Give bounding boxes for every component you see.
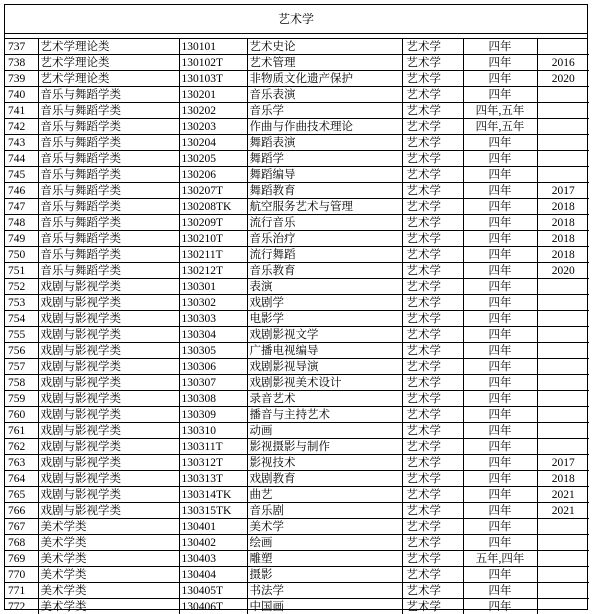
major-name-cell: 中国画 [247, 599, 402, 614]
discipline-class-cell: 音乐与舞蹈学类 [38, 103, 179, 119]
row-number-cell: 759 [5, 391, 38, 407]
year-added-cell: 2018 [537, 231, 589, 247]
table-row [5, 231, 589, 247]
study-duration-cell: 四年 [463, 71, 537, 87]
major-name-cell: 舞蹈编导 [247, 167, 402, 183]
major-code-cell: 130304 [179, 327, 247, 343]
row-number-cell: 767 [5, 519, 38, 535]
degree-type-cell: 艺术学 [402, 503, 463, 519]
row-number-cell: 747 [5, 199, 38, 215]
row-number-cell: 744 [5, 151, 38, 167]
discipline-class-cell: 音乐与舞蹈学类 [38, 87, 179, 103]
table-row [5, 471, 589, 487]
year-added-cell: 2021 [537, 503, 589, 519]
year-added-cell: 2017 [537, 183, 589, 199]
table-row [5, 423, 589, 439]
major-code-cell: 130303 [179, 311, 247, 327]
major-code-cell: 130402 [179, 535, 247, 551]
row-number-cell: 743 [5, 135, 38, 151]
degree-type-cell: 艺术学 [402, 247, 463, 263]
major-name-cell: 雕塑 [247, 551, 402, 567]
major-name-cell: 音乐学 [247, 103, 402, 119]
row-number-cell: 758 [5, 375, 38, 391]
degree-type-cell: 艺术学 [402, 87, 463, 103]
table-row [5, 583, 589, 599]
discipline-class-cell: 音乐与舞蹈学类 [38, 199, 179, 215]
row-number-cell: 763 [5, 455, 38, 471]
major-name-cell: 书法学 [247, 583, 402, 599]
row-number-cell: 765 [5, 487, 38, 503]
row-number-cell: 768 [5, 535, 38, 551]
study-duration-cell: 四年 [463, 471, 537, 487]
major-code-cell: 130103T [179, 71, 247, 87]
table-row [5, 359, 589, 375]
degree-type-cell: 艺术学 [402, 279, 463, 295]
table-row [5, 135, 589, 151]
major-code-cell: 130308 [179, 391, 247, 407]
major-name-cell: 播音与主持艺术 [247, 407, 402, 423]
discipline-class-cell: 美术学类 [38, 519, 179, 535]
major-code-cell: 130210T [179, 231, 247, 247]
table-row [5, 343, 589, 359]
major-code-cell: 130206 [179, 167, 247, 183]
major-code-cell: 130313T [179, 471, 247, 487]
table-row [5, 439, 589, 455]
study-duration-cell: 四年 [463, 343, 537, 359]
study-duration-cell: 四年 [463, 247, 537, 263]
year-added-cell: 2018 [537, 247, 589, 263]
major-code-cell: 130207T [179, 183, 247, 199]
table-row [5, 295, 589, 311]
major-name-cell: 艺术管理 [247, 55, 402, 71]
year-added-cell [537, 151, 589, 167]
row-number-cell: 770 [5, 567, 38, 583]
study-duration-cell: 四年 [463, 55, 537, 71]
degree-type-cell: 艺术学 [402, 567, 463, 583]
degree-type-cell: 艺术学 [402, 39, 463, 55]
discipline-class-cell: 音乐与舞蹈学类 [38, 231, 179, 247]
degree-type-cell: 艺术学 [402, 423, 463, 439]
study-duration-cell: 四年 [463, 231, 537, 247]
degree-type-cell: 艺术学 [402, 263, 463, 279]
row-number-cell: 752 [5, 279, 38, 295]
study-duration-cell: 四年 [463, 295, 537, 311]
table-row [5, 39, 589, 55]
study-duration-cell: 四年 [463, 423, 537, 439]
table-row [5, 535, 589, 551]
major-code-cell: 130211T [179, 247, 247, 263]
row-number-cell: 739 [5, 71, 38, 87]
degree-type-cell: 艺术学 [402, 439, 463, 455]
major-code-cell: 130306 [179, 359, 247, 375]
row-number-cell: 751 [5, 263, 38, 279]
study-duration-cell: 四年 [463, 327, 537, 343]
degree-type-cell: 艺术学 [402, 167, 463, 183]
row-number-cell: 749 [5, 231, 38, 247]
major-code-cell: 130314TK [179, 487, 247, 503]
row-number-cell: 742 [5, 119, 38, 135]
degree-type-cell: 艺术学 [402, 471, 463, 487]
major-name-cell: 舞蹈学 [247, 151, 402, 167]
discipline-class-cell: 艺术学理论类 [38, 71, 179, 87]
row-number-cell: 741 [5, 103, 38, 119]
major-name-cell: 电影学 [247, 311, 402, 327]
year-added-cell [537, 567, 589, 583]
year-added-cell: 2018 [537, 471, 589, 487]
degree-type-cell: 艺术学 [402, 199, 463, 215]
row-number-cell: 769 [5, 551, 38, 567]
major-code-cell: 130201 [179, 87, 247, 103]
table-row [5, 87, 589, 103]
year-added-cell [537, 119, 589, 135]
year-added-cell: 2018 [537, 199, 589, 215]
discipline-class-cell: 戏剧与影视学类 [38, 503, 179, 519]
table-row [5, 199, 589, 215]
discipline-class-cell: 音乐与舞蹈学类 [38, 263, 179, 279]
table-row [5, 183, 589, 199]
major-code-cell: 130309 [179, 407, 247, 423]
table-title: 艺术学 [5, 5, 587, 34]
discipline-class-cell: 戏剧与影视学类 [38, 487, 179, 503]
study-duration-cell: 四年 [463, 199, 537, 215]
table-row [5, 375, 589, 391]
row-number-cell: 755 [5, 327, 38, 343]
table-row [5, 71, 589, 87]
discipline-class-cell: 戏剧与影视学类 [38, 391, 179, 407]
discipline-class-cell: 戏剧与影视学类 [38, 471, 179, 487]
year-added-cell [537, 439, 589, 455]
row-number-cell: 748 [5, 215, 38, 231]
year-added-cell [537, 311, 589, 327]
major-code-cell: 130307 [179, 375, 247, 391]
row-number-cell: 746 [5, 183, 38, 199]
discipline-class-cell: 戏剧与影视学类 [38, 455, 179, 471]
major-code-cell: 130208TK [179, 199, 247, 215]
discipline-class-cell: 美术学类 [38, 551, 179, 567]
major-code-cell: 130301 [179, 279, 247, 295]
year-added-cell [537, 535, 589, 551]
degree-type-cell: 艺术学 [402, 103, 463, 119]
major-name-cell: 戏剧影视文学 [247, 327, 402, 343]
year-added-cell [537, 423, 589, 439]
degree-type-cell: 艺术学 [402, 375, 463, 391]
discipline-class-cell: 戏剧与影视学类 [38, 343, 179, 359]
document-table [4, 4, 588, 613]
major-name-cell: 影视摄影与制作 [247, 439, 402, 455]
study-duration-cell: 四年 [463, 183, 537, 199]
year-added-cell [537, 391, 589, 407]
study-duration-cell: 四年 [463, 487, 537, 503]
table-row [5, 455, 589, 471]
study-duration-cell: 四年 [463, 167, 537, 183]
degree-type-cell: 艺术学 [402, 215, 463, 231]
year-added-cell [537, 39, 589, 55]
discipline-class-cell: 戏剧与影视学类 [38, 423, 179, 439]
row-number-cell: 760 [5, 407, 38, 423]
study-duration-cell: 四年 [463, 503, 537, 519]
study-duration-cell: 四年 [463, 455, 537, 471]
discipline-class-cell: 戏剧与影视学类 [38, 327, 179, 343]
major-name-cell: 流行舞蹈 [247, 247, 402, 263]
year-added-cell: 2017 [537, 455, 589, 471]
study-duration-cell: 四年 [463, 311, 537, 327]
year-added-cell [537, 551, 589, 567]
major-code-cell: 130204 [179, 135, 247, 151]
major-code-cell: 130203 [179, 119, 247, 135]
major-code-cell: 130312T [179, 455, 247, 471]
major-name-cell: 录音艺术 [247, 391, 402, 407]
table-row [5, 407, 589, 423]
discipline-class-cell: 戏剧与影视学类 [38, 375, 179, 391]
table-row [5, 263, 589, 279]
table-row [5, 247, 589, 263]
table-row [5, 103, 589, 119]
year-added-cell [537, 135, 589, 151]
major-code-cell: 130209T [179, 215, 247, 231]
discipline-class-cell: 音乐与舞蹈学类 [38, 183, 179, 199]
year-added-cell [537, 599, 589, 614]
degree-type-cell: 艺术学 [402, 231, 463, 247]
table-body [5, 39, 589, 614]
degree-type-cell: 艺术学 [402, 295, 463, 311]
degree-type-cell: 艺术学 [402, 343, 463, 359]
major-code-cell: 130406T [179, 599, 247, 614]
major-name-cell: 摄影 [247, 567, 402, 583]
study-duration-cell: 四年 [463, 279, 537, 295]
table-row [5, 327, 589, 343]
row-number-cell: 772 [5, 599, 38, 614]
discipline-class-cell: 戏剧与影视学类 [38, 407, 179, 423]
major-name-cell: 流行音乐 [247, 215, 402, 231]
degree-type-cell: 艺术学 [402, 519, 463, 535]
major-catalog-table [5, 39, 589, 614]
row-number-cell: 756 [5, 343, 38, 359]
row-number-cell: 738 [5, 55, 38, 71]
study-duration-cell: 四年 [463, 391, 537, 407]
study-duration-cell: 四年 [463, 599, 537, 614]
table-row [5, 599, 589, 614]
year-added-cell: 2016 [537, 55, 589, 71]
year-added-cell [537, 375, 589, 391]
major-code-cell: 130310 [179, 423, 247, 439]
row-number-cell: 761 [5, 423, 38, 439]
major-code-cell: 130315TK [179, 503, 247, 519]
major-name-cell: 美术学 [247, 519, 402, 535]
degree-type-cell: 艺术学 [402, 183, 463, 199]
major-name-cell: 表演 [247, 279, 402, 295]
degree-type-cell: 艺术学 [402, 599, 463, 614]
row-number-cell: 754 [5, 311, 38, 327]
major-code-cell: 130401 [179, 519, 247, 535]
major-code-cell: 130404 [179, 567, 247, 583]
major-name-cell: 音乐治疗 [247, 231, 402, 247]
degree-type-cell: 艺术学 [402, 119, 463, 135]
degree-type-cell: 艺术学 [402, 455, 463, 471]
discipline-class-cell: 戏剧与影视学类 [38, 295, 179, 311]
year-added-cell [537, 103, 589, 119]
study-duration-cell: 四年 [463, 263, 537, 279]
year-added-cell [537, 87, 589, 103]
major-name-cell: 音乐剧 [247, 503, 402, 519]
discipline-class-cell: 艺术学理论类 [38, 39, 179, 55]
row-number-cell: 766 [5, 503, 38, 519]
year-added-cell [537, 279, 589, 295]
study-duration-cell: 四年 [463, 87, 537, 103]
table-row [5, 279, 589, 295]
table-row [5, 567, 589, 583]
study-duration-cell: 四年 [463, 375, 537, 391]
degree-type-cell: 艺术学 [402, 583, 463, 599]
table-row [5, 167, 589, 183]
major-name-cell: 戏剧教育 [247, 471, 402, 487]
discipline-class-cell: 戏剧与影视学类 [38, 279, 179, 295]
major-name-cell: 曲艺 [247, 487, 402, 503]
major-code-cell: 130101 [179, 39, 247, 55]
discipline-class-cell: 音乐与舞蹈学类 [38, 247, 179, 263]
major-name-cell: 动画 [247, 423, 402, 439]
major-code-cell: 130405T [179, 583, 247, 599]
table-row [5, 551, 589, 567]
table-row [5, 311, 589, 327]
discipline-class-cell: 音乐与舞蹈学类 [38, 167, 179, 183]
major-code-cell: 130311T [179, 439, 247, 455]
row-number-cell: 750 [5, 247, 38, 263]
year-added-cell: 2021 [537, 487, 589, 503]
study-duration-cell: 四年 [463, 151, 537, 167]
degree-type-cell: 艺术学 [402, 551, 463, 567]
year-added-cell: 2018 [537, 215, 589, 231]
table-row [5, 119, 589, 135]
year-added-cell [537, 407, 589, 423]
degree-type-cell: 艺术学 [402, 135, 463, 151]
study-duration-cell: 四年 [463, 135, 537, 151]
discipline-class-cell: 美术学类 [38, 535, 179, 551]
major-name-cell: 非物质文化遗产保护 [247, 71, 402, 87]
row-number-cell: 745 [5, 167, 38, 183]
degree-type-cell: 艺术学 [402, 327, 463, 343]
row-number-cell: 753 [5, 295, 38, 311]
major-code-cell: 130212T [179, 263, 247, 279]
table-row [5, 151, 589, 167]
study-duration-cell: 四年 [463, 567, 537, 583]
year-added-cell: 2020 [537, 263, 589, 279]
year-added-cell [537, 519, 589, 535]
year-added-cell [537, 343, 589, 359]
major-name-cell: 戏剧影视美术设计 [247, 375, 402, 391]
major-code-cell: 130205 [179, 151, 247, 167]
table-row [5, 391, 589, 407]
study-duration-cell: 四年 [463, 583, 537, 599]
degree-type-cell: 艺术学 [402, 535, 463, 551]
table-row [5, 55, 589, 71]
study-duration-cell: 四年 [463, 519, 537, 535]
discipline-class-cell: 戏剧与影视学类 [38, 311, 179, 327]
degree-type-cell: 艺术学 [402, 487, 463, 503]
study-duration-cell: 四年 [463, 359, 537, 375]
degree-type-cell: 艺术学 [402, 311, 463, 327]
year-added-cell [537, 327, 589, 343]
study-duration-cell: 四年 [463, 535, 537, 551]
major-name-cell: 广播电视编导 [247, 343, 402, 359]
major-name-cell: 作曲与作曲技术理论 [247, 119, 402, 135]
table-row [5, 503, 589, 519]
row-number-cell: 771 [5, 583, 38, 599]
row-number-cell: 740 [5, 87, 38, 103]
row-number-cell: 764 [5, 471, 38, 487]
major-code-cell: 130202 [179, 103, 247, 119]
discipline-class-cell: 音乐与舞蹈学类 [38, 215, 179, 231]
row-number-cell: 757 [5, 359, 38, 375]
major-code-cell: 130305 [179, 343, 247, 359]
major-name-cell: 音乐表演 [247, 87, 402, 103]
study-duration-cell: 四年 [463, 215, 537, 231]
degree-type-cell: 艺术学 [402, 71, 463, 87]
degree-type-cell: 艺术学 [402, 151, 463, 167]
year-added-cell [537, 359, 589, 375]
discipline-class-cell: 艺术学理论类 [38, 55, 179, 71]
study-duration-cell: 五年,四年 [463, 551, 537, 567]
year-added-cell [537, 583, 589, 599]
discipline-class-cell: 音乐与舞蹈学类 [38, 135, 179, 151]
row-number-cell: 762 [5, 439, 38, 455]
major-code-cell: 130302 [179, 295, 247, 311]
major-code-cell: 130403 [179, 551, 247, 567]
degree-type-cell: 艺术学 [402, 359, 463, 375]
study-duration-cell: 四年 [463, 407, 537, 423]
major-name-cell: 戏剧影视导演 [247, 359, 402, 375]
major-name-cell: 绘画 [247, 535, 402, 551]
table-row [5, 519, 589, 535]
study-duration-cell: 四年,五年 [463, 103, 537, 119]
major-code-cell: 130102T [179, 55, 247, 71]
discipline-class-cell: 美术学类 [38, 567, 179, 583]
degree-type-cell: 艺术学 [402, 55, 463, 71]
discipline-class-cell: 音乐与舞蹈学类 [38, 151, 179, 167]
major-name-cell: 艺术史论 [247, 39, 402, 55]
year-added-cell [537, 167, 589, 183]
discipline-class-cell: 戏剧与影视学类 [38, 439, 179, 455]
study-duration-cell: 四年 [463, 39, 537, 55]
major-name-cell: 戏剧学 [247, 295, 402, 311]
year-added-cell [537, 295, 589, 311]
study-duration-cell: 四年 [463, 439, 537, 455]
degree-type-cell: 艺术学 [402, 407, 463, 423]
major-name-cell: 舞蹈教育 [247, 183, 402, 199]
degree-type-cell: 艺术学 [402, 391, 463, 407]
major-name-cell: 舞蹈表演 [247, 135, 402, 151]
discipline-class-cell: 美术学类 [38, 599, 179, 614]
table-row [5, 215, 589, 231]
major-name-cell: 航空服务艺术与管理 [247, 199, 402, 215]
discipline-class-cell: 音乐与舞蹈学类 [38, 119, 179, 135]
row-number-cell: 737 [5, 39, 38, 55]
discipline-class-cell: 美术学类 [38, 583, 179, 599]
study-duration-cell: 四年,五年 [463, 119, 537, 135]
major-name-cell: 音乐教育 [247, 263, 402, 279]
major-name-cell: 影视技术 [247, 455, 402, 471]
discipline-class-cell: 戏剧与影视学类 [38, 359, 179, 375]
table-row [5, 487, 589, 503]
year-added-cell: 2020 [537, 71, 589, 87]
